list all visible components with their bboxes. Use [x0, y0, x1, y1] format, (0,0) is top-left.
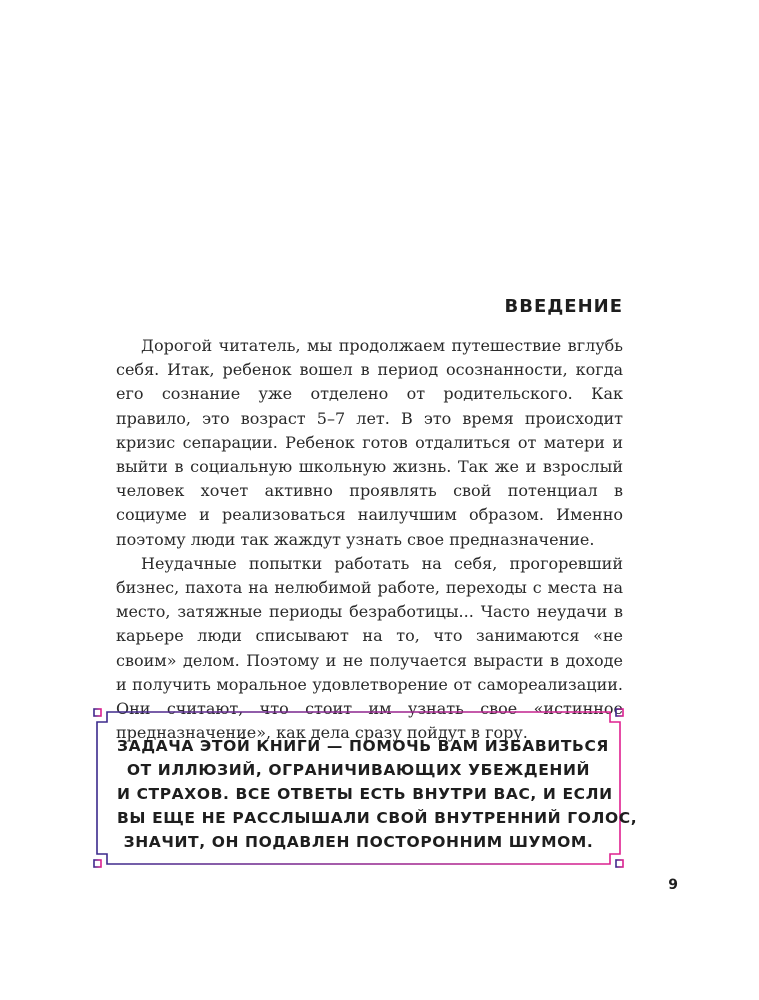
callout-line: ВЫ ЕЩЕ НЕ РАССЛЫШАЛИ СВОЙ ВНУТРЕННИЙ ГОЛОС,: [117, 809, 638, 827]
corner-ornament-tl: [94, 709, 101, 716]
corner-ornament-bl: [94, 860, 101, 867]
callout-line: ЗНАЧИТ, ОН ПОДАВЛЕН ПОСТОРОННИМ ШУМОМ.: [123, 833, 594, 851]
callout-line: ОТ ИЛЛЮЗИЙ, ОГРАНИЧИВАЮЩИХ УБЕЖДЕНИЙ: [126, 761, 591, 779]
callout-text: [117, 734, 638, 854]
callout-line: И СТРАХОВ. ВСЕ ОТВЕТЫ ЕСТЬ ВНУТРИ ВАС, И ЕСЛИ: [117, 785, 613, 803]
body-text: [116, 334, 623, 745]
page-number: 9: [668, 877, 678, 893]
corner-ornament-tr: [616, 709, 623, 716]
quote-callout-box: [93, 708, 638, 868]
corner-ornament-br: [616, 860, 623, 867]
callout-line: ЗАДАЧА ЭТОЙ КНИГИ — ПОМОЧЬ ВАМ ИЗБАВИТЬСЯ: [117, 737, 609, 755]
paragraph-1: Дорогой читатель, мы продолжаем путешествие вглубь себя. Итак, ребенок вошел в период осознанности, когда его сознание уже отделено от родительского. Как правило, это возраст 5–7 лет. В это время происходит кризис сепарации. Ребенок готов отдалиться от матери и выйти в социальную школьную жизнь. Так же и взрослый человек хочет активно проявлять свой потенциал в социуме и реализоваться наилучшим образом. Именно поэтому люди так жаждут узнать свое предназначение.: [116, 336, 623, 549]
paragraph-2: Неудачные попытки работать на себя, прогоревший бизнес, пахота на нелюбимой работе, переходы с места на место, затяжные периоды безработицы... Часто неудачи в карьере люди списывают на то, что занимаются «не своим» делом. Поэтому и не получается вырасти в доходе и получить моральное удовлетворение от самореализации. Они считают, что стоит им узнать свое «истинное предназначение», как дела сразу пойдут в гору.: [116, 553, 623, 743]
section-heading: ВВЕДЕНИЕ: [504, 296, 623, 317]
